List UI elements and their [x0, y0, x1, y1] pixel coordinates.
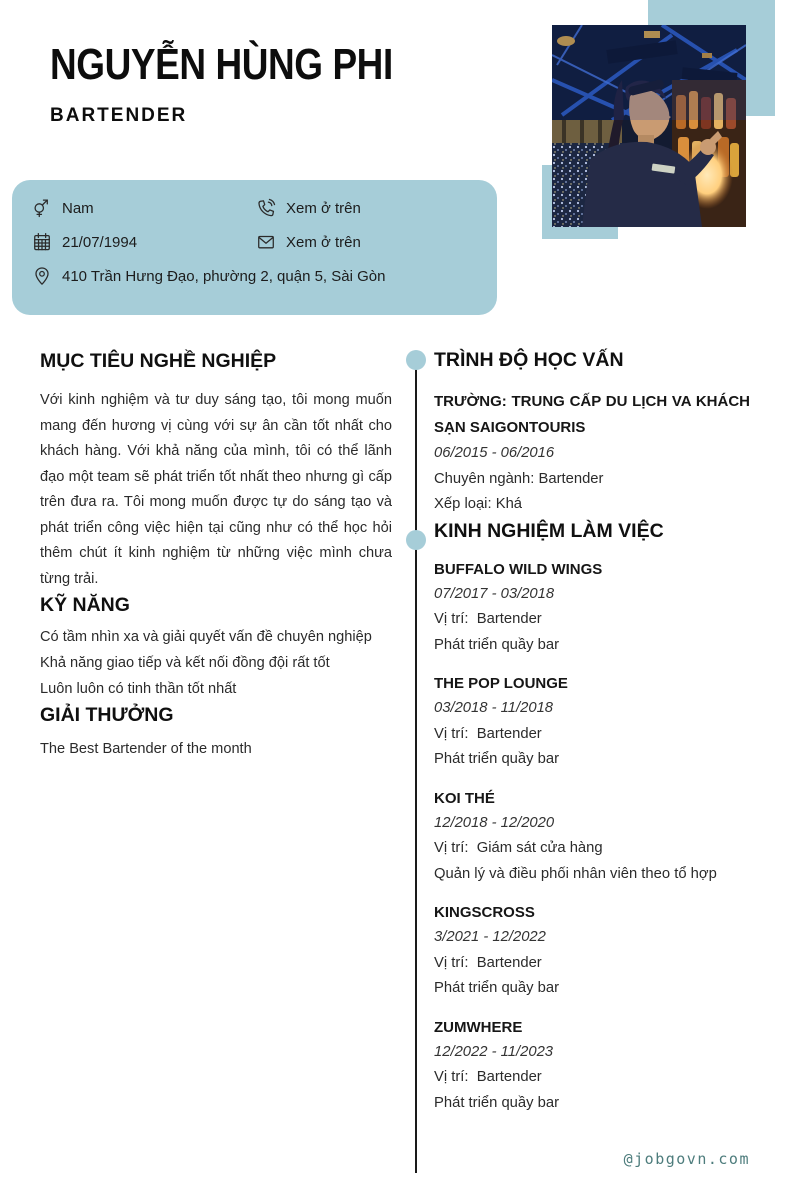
- job-period: 07/2017 - 03/2018: [434, 585, 555, 602]
- experience-entry: [434, 787, 750, 888]
- job-period: 12/2022 - 11/2023: [434, 1043, 554, 1060]
- site-watermark: @jobgovn.com: [623, 1150, 750, 1168]
- objective-section-title: MỤC TIÊU NGHỀ NGHIỆP: [40, 350, 277, 372]
- job-role: Vị trí: Giám sát cửa hàng: [434, 840, 603, 856]
- experience-entry: [434, 1016, 750, 1117]
- contact-birthday: [32, 230, 256, 254]
- profile-photo: [552, 25, 746, 227]
- job-description: Quản lý và điều phối nhân viên theo tổ hợp: [434, 865, 717, 882]
- job-role: Vị trí: Bartender: [434, 725, 542, 742]
- job-period: 03/2018 - 11/2018: [434, 700, 554, 716]
- company-name: ZUMWHERE: [434, 1018, 523, 1036]
- phone-value: Xem ở trên: [286, 199, 361, 217]
- awards-section-title: GIẢI THƯỞNG: [40, 704, 174, 726]
- left-column: [40, 348, 392, 762]
- phone-icon: [256, 198, 276, 218]
- job-period: 12/2018 - 12/2020: [434, 814, 555, 831]
- experience-section-bullet: [406, 530, 426, 550]
- candidate-name: NGUYỄN HÙNG PHI: [50, 40, 393, 89]
- location-pin-icon: [32, 266, 52, 286]
- job-description: Phát triển quầy bar: [434, 1094, 560, 1111]
- experience-entry: [434, 901, 750, 1002]
- skill-item: Luôn luôn có tinh thần tốt nhất: [40, 681, 237, 697]
- skill-item: Có tầm nhìn xa và giải quyết vấn đề chuyên nghiệp: [40, 629, 372, 645]
- company-name: KOI THÉ: [434, 789, 495, 807]
- birthday-value: 21/07/1994: [62, 233, 138, 251]
- contact-email: [256, 230, 361, 254]
- education-period: 06/2015 - 06/2016: [434, 445, 555, 461]
- contact-gender: [32, 196, 256, 220]
- company-name: THE POP LOUNGE: [434, 675, 568, 692]
- education-school: TRƯỜNG: TRUNG CẤP DU LỊCH VA KHÁCH SẠN SAIGONTOURIS: [434, 393, 750, 436]
- education-major: Chuyên ngành: Bartender: [434, 470, 604, 487]
- skills-section-title: KỸ NĂNG: [40, 594, 130, 616]
- education-grade: Xếp loại: Khá: [434, 496, 523, 512]
- education-section-title: TRÌNH ĐỘ HỌC VẤN: [434, 349, 624, 371]
- objective-text: Với kinh nghiệm và tư duy sáng tạo, tôi mong muốn mang đến hương vị cùng với sự ân cần tốt nhất cho khách hàng. Với khả năng của mình, tôi có thể lãnh đạo một team sẽ phát triển tốt nhất theo nhưng gì cấp trên đưa ra. Tôi mong muốn được tự do sáng tạo và phát triển công việc hiện tại cũng như có thể học hỏi thêm chút ít kinh nghiệm từ những việc mình chưa từng trải.: [40, 392, 392, 587]
- gender-icon: [32, 198, 52, 218]
- contact-info-box: [12, 180, 497, 315]
- bar-scene-illustration: [552, 25, 746, 227]
- education-section-bullet: [406, 350, 426, 370]
- email-value: Xem ở trên: [286, 233, 361, 251]
- contact-row-3: [32, 264, 477, 288]
- address-value: 410 Trần Hưng Đạo, phường 2, quận 5, Sài Gòn: [62, 267, 386, 285]
- job-description: Phát triển quầy bar: [434, 980, 560, 996]
- job-role: Vị trí: Bartender: [434, 954, 542, 971]
- contact-grid: [32, 196, 477, 288]
- job-period: 3/2021 - 12/2022: [434, 929, 546, 945]
- contact-row-2: [32, 230, 477, 254]
- column-divider-line: [415, 352, 417, 1173]
- gender-value: Nam: [62, 199, 94, 217]
- experience-entry: [434, 672, 750, 773]
- contact-phone: [256, 196, 361, 220]
- experience-entry: [434, 558, 750, 659]
- skill-item: Khả năng giao tiếp và kết nối đồng đội rất tốt: [40, 655, 330, 671]
- experience-section-title: KINH NGHIỆM LÀM VIỆC: [434, 519, 664, 542]
- company-name: BUFFALO WILD WINGS: [434, 560, 603, 578]
- contact-row-1: [32, 196, 477, 220]
- awards-list: [40, 736, 392, 762]
- calendar-icon: [32, 232, 52, 252]
- skills-list: [40, 624, 392, 702]
- award-item: The Best Bartender of the month: [40, 741, 252, 757]
- job-description: Phát triển quầy bar: [434, 751, 560, 767]
- mail-icon: [256, 232, 276, 252]
- job-description: Phát triển quầy bar: [434, 636, 560, 653]
- right-column: [434, 347, 750, 1116]
- contact-address: [32, 264, 385, 288]
- job-role: Vị trí: Bartender: [434, 1069, 542, 1085]
- company-name: KINGSCROSS: [434, 904, 535, 921]
- job-role: Vị trí: Bartender: [434, 611, 542, 627]
- candidate-job-title: BARTENDER: [50, 105, 188, 126]
